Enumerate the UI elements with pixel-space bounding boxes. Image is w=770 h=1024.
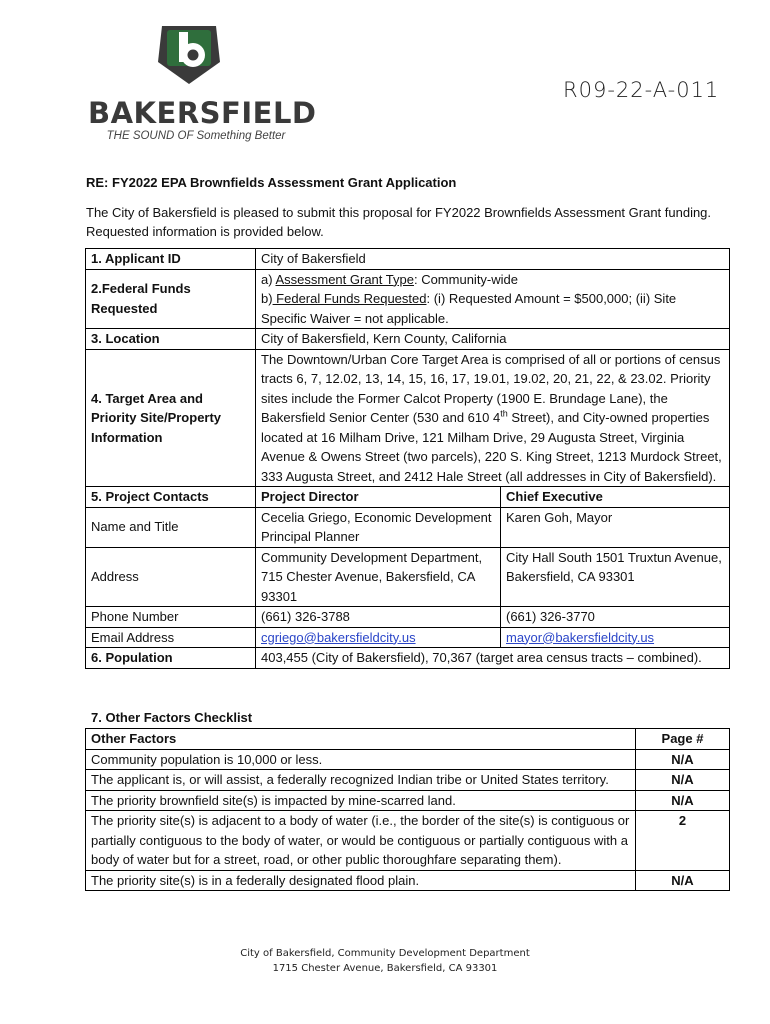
funds-a-prefix: a) xyxy=(261,271,276,287)
other-factors-table xyxy=(85,728,730,891)
applicant-value: City of Bakersfield xyxy=(256,249,730,270)
address-label: Address xyxy=(86,547,256,607)
contacts-phone-row xyxy=(86,607,730,628)
funds-row xyxy=(86,269,730,329)
application-info-table xyxy=(85,248,730,669)
project-director-address: Community Development Department, 715 Chester Avenue, Bakersfield, CA 93301 xyxy=(256,547,501,607)
project-director-header: Project Director xyxy=(256,487,501,508)
checklist-title: 7. Other Factors Checklist xyxy=(91,710,253,725)
city-logo-icon xyxy=(154,22,224,86)
ordinal-suffix: th xyxy=(500,408,508,419)
factor-page: N/A xyxy=(636,770,730,791)
chief-executive-email-link[interactable]: mayor@bakersfieldcity.us xyxy=(506,629,655,645)
location-value: City of Bakersfield, Kern County, California xyxy=(256,329,730,350)
table-row xyxy=(86,870,730,891)
contacts-label: 5. Project Contacts xyxy=(86,487,256,508)
factor-page: 2 xyxy=(636,811,730,871)
applicant-row xyxy=(86,249,730,270)
target-area-text: The Downtown/Urban Core Target Area is comprised of all or portions of census tracts 6, 7, 12.02, 13, 14, 15, 16, 17, 19.01, 19.02, 20, 21, 22, & 23.02. Priority sites include the Former Calcot Property (1900 E. Brundage Lane), the Bakersfield Senior Center (530 and 610 4 xyxy=(261,351,721,425)
chief-executive-address: City Hall South 1501 Truxtun Avenue, Bakersfield, CA 93301 xyxy=(501,547,730,607)
chief-executive-header: Chief Executive xyxy=(501,487,730,508)
funds-value xyxy=(256,269,730,329)
footer-line-2: 1715 Chester Avenue, Bakersfield, CA 93301 xyxy=(272,963,498,974)
brand-tagline: THE SOUND OF Something Better xyxy=(106,130,286,142)
factor-page: N/A xyxy=(636,790,730,811)
assessment-grant-type-value: : Community-wide xyxy=(413,271,518,287)
target-area-label: 4. Target Area and Priority Site/Property Information xyxy=(86,349,256,487)
table-row xyxy=(86,770,730,791)
target-area-row xyxy=(86,349,730,487)
brand-name: BAKERSFIELD xyxy=(88,96,317,130)
document-code: R09-22-A-011 xyxy=(563,78,720,102)
contacts-header-row xyxy=(86,487,730,508)
target-area-text-cont: Street), and City-owned properties located at 16 Milham Drive, 121 Milham Drive, 29 Augusta Street, Virginia Avenue & Owens Street (two parcels), 220 S. King Street, 1213 Murdock Street, 333 Augusta Street, and 2412 Hale Street (all addresses in City of Bakersfield). xyxy=(261,410,722,484)
name-title-label: Name and Title xyxy=(86,507,256,547)
page-footer xyxy=(0,946,770,976)
chief-executive-phone: (661) 326-3770 xyxy=(501,607,730,628)
population-label: 6. Population xyxy=(86,648,256,669)
funds-b-prefix: b) xyxy=(261,291,273,306)
phone-label: Phone Number xyxy=(86,607,256,628)
federal-funds-requested-value: : (i) Requested Amount = $500,000; (ii) Site Specific Waiver = not applicable. xyxy=(261,291,677,326)
funds-label: 2.Federal Funds Requested xyxy=(86,269,256,329)
location-label: 3. Location xyxy=(86,329,256,350)
footer-line-1: City of Bakersfield, Community Development Department xyxy=(240,948,530,959)
federal-funds-requested-label: Federal Funds Requested xyxy=(272,291,427,306)
checklist-header-row xyxy=(86,729,730,750)
email-label: Email Address xyxy=(86,627,256,648)
chief-executive-name: Karen Goh, Mayor xyxy=(501,507,730,547)
table-row xyxy=(86,811,730,871)
table-row xyxy=(86,790,730,811)
location-row xyxy=(86,329,730,350)
population-row xyxy=(86,648,730,669)
table-row xyxy=(86,749,730,770)
other-factors-header: Other Factors xyxy=(86,729,636,750)
factor-text: The priority site(s) is in a federally designated flood plain. xyxy=(86,870,636,891)
intro-paragraph: The City of Bakersfield is pleased to submit this proposal for FY2022 Brownfields Assessment Grant funding. Requested information is provided below. xyxy=(86,205,712,239)
factor-text: The priority site(s) is adjacent to a body of water (i.e., the border of the site(s) is contiguous or partially contiguous to the body of water, or would be contiguous or partially contiguous with a body of water but for a street, road, or other public thoroughfare separating them). xyxy=(86,811,636,871)
bakersfield-logo xyxy=(88,18,317,148)
project-director-phone: (661) 326-3788 xyxy=(256,607,501,628)
project-director-email-link[interactable]: cgriego@bakersfieldcity.us xyxy=(261,629,416,645)
assessment-grant-type-label: Assessment Grant Type xyxy=(275,271,414,287)
subject-line: RE: FY2022 EPA Brownfields Assessment Grant Application xyxy=(86,175,457,190)
project-director-name: Cecelia Griego, Economic Development Principal Planner xyxy=(256,507,501,547)
factor-text: The priority brownfield site(s) is impacted by mine-scarred land. xyxy=(86,790,636,811)
factor-text: The applicant is, or will assist, a federally recognized Indian tribe or United States territory. xyxy=(86,770,636,791)
factor-page: N/A xyxy=(636,749,730,770)
factor-page: N/A xyxy=(636,870,730,891)
contacts-address-row xyxy=(86,547,730,607)
factor-text: Community population is 10,000 or less. xyxy=(86,749,636,770)
page-number-header: Page # xyxy=(636,729,730,750)
target-area-value xyxy=(256,349,730,487)
contacts-email-row xyxy=(86,627,730,648)
contacts-name-row xyxy=(86,507,730,547)
population-value: 403,455 (City of Bakersfield), 70,367 (target area census tracts – combined). xyxy=(256,648,730,669)
applicant-label: 1. Applicant ID xyxy=(86,249,256,270)
